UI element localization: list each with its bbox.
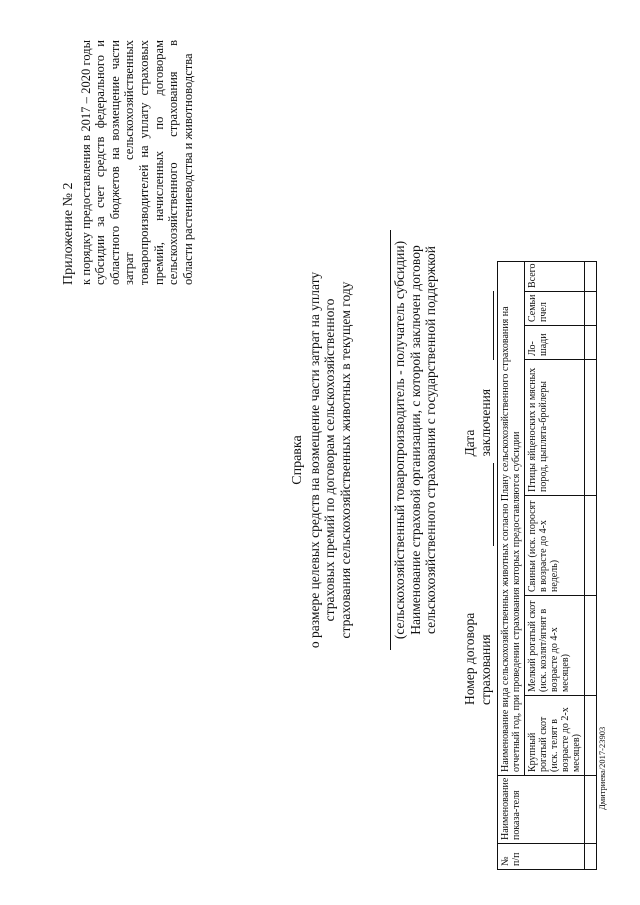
table-cell xyxy=(585,776,597,844)
recipient-block xyxy=(390,230,439,650)
recipient-caption: (сельскохозяйственный товаропроизводитель - получатель субсидии) xyxy=(390,230,408,650)
table-empty-area xyxy=(498,29,597,261)
header-total: Всего xyxy=(525,261,585,291)
contract-info-row xyxy=(462,285,494,705)
title-line-3: страхования сельскохозяйственных животных в текущем году xyxy=(337,281,353,639)
header-poultry: Птицы яйценоских и мясных пород, цыплята-бройлеры xyxy=(525,360,585,496)
header-indicator: Наименование показа-теля xyxy=(498,776,585,844)
table-cell xyxy=(585,326,597,360)
title-line-2: страховых премий по договорам сельскохозяйственного xyxy=(322,298,337,622)
header-bees: Семьи пчел xyxy=(525,292,585,326)
subsidy-table xyxy=(497,29,597,870)
title-line-1: о размере целевых средств на возмещение части затрат на уплату xyxy=(306,271,322,649)
table-cell xyxy=(585,496,597,596)
header-horses: Ло-шади xyxy=(525,326,585,360)
document-title xyxy=(290,240,353,680)
table-cell xyxy=(585,696,597,776)
insurer-label-line-2: сельскохозяйственного страхования с государственной поддержкой xyxy=(423,246,438,634)
insurer-label-line-1: Наименование страховой организации, с которой заключен договор xyxy=(407,245,423,635)
table-cell xyxy=(585,261,597,291)
appendix-block xyxy=(62,40,195,285)
table-cell xyxy=(585,360,597,496)
footer-code: Дмитриева/2017-23903 xyxy=(597,726,607,810)
appendix-text: к порядку предоставления в 2017 – 2020 годы субсидии за счет средств федерального и областного бюджетов на возмещение части затрат сельскохозяйственных товаропроизводителей на уплату страховых премий, начисленных по договорам сельскохозяйственного страхования в области растениеводства и животноводства xyxy=(78,40,195,285)
contract-date-label: Дата заключения xyxy=(462,388,493,457)
contract-number-label: Номер договора страхования xyxy=(462,612,493,705)
table-cell xyxy=(585,292,597,326)
header-animal-group: Наименование вида сельскохозяйственных животных согласно Плану сельскохозяйственного страхования на отчетный год, при проведении страхования которых предоставляются субсидии xyxy=(498,261,525,775)
header-small-ruminants: Мелкий рогатый скот (иск. козлят/ягнят в возрасте до 4-х месяцев) xyxy=(525,596,585,696)
contract-number-blank xyxy=(480,463,494,546)
contract-date-blank xyxy=(480,291,494,360)
header-cattle: Крупный рогатый скот (иск. телят в возрасте до 2-х месяцев) xyxy=(525,696,585,776)
table-cell xyxy=(585,844,597,870)
title-heading: Справка xyxy=(290,435,305,485)
header-pigs: Свиньи (иск. поросят в возрасте до 4-х недель) xyxy=(525,496,585,596)
table-cell xyxy=(585,596,597,696)
header-num: № п/п xyxy=(498,844,585,870)
appendix-title: Приложение № 2 xyxy=(61,182,76,285)
